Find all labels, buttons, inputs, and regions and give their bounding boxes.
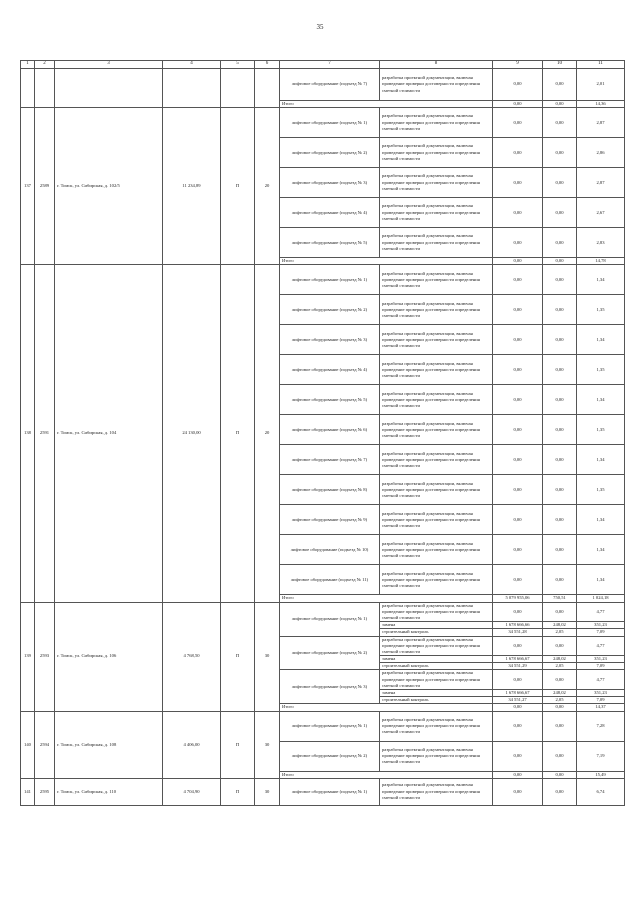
unit-value: 0,00	[543, 258, 577, 265]
unit-value: 0,00	[543, 69, 577, 101]
amount: 0,00	[493, 138, 543, 168]
object-code: 2593	[35, 602, 55, 711]
element-name: лифтовое оборудование (подъезд № 9)	[280, 505, 380, 535]
column-number-row	[21, 61, 625, 69]
unit-value: 0,00	[543, 778, 577, 805]
total-value: 2,67	[577, 198, 625, 228]
row-number: 138	[21, 265, 35, 602]
unit-value: 0,00	[543, 475, 577, 505]
unit-value: 0,00	[543, 704, 577, 711]
work-type: разработка проектной документации, включая проведение проверки достоверности определения сметной стоимости	[380, 445, 493, 475]
blank-cell	[55, 69, 163, 108]
column-6-value: 30	[255, 602, 280, 711]
row-number: 137	[21, 108, 35, 265]
total-label: Итого	[280, 771, 493, 778]
total-value: 1,34	[577, 505, 625, 535]
category: П	[221, 602, 255, 711]
element-name: лифтовое оборудование (подъезд № 1)	[280, 108, 380, 138]
table-row	[21, 108, 625, 138]
unit-value: 0,00	[543, 415, 577, 445]
unit-value: 0,00	[543, 636, 577, 656]
col-4-header: 4	[163, 61, 221, 69]
unit-value: 0,00	[543, 168, 577, 198]
amount: 0,00	[493, 355, 543, 385]
amount: 34 551,27	[493, 697, 543, 704]
row-number: 139	[21, 602, 35, 711]
object-code: 2591	[35, 265, 55, 602]
unit-value: 0,00	[543, 228, 577, 258]
unit-value: 0,00	[543, 535, 577, 565]
address: г. Томск, ул. Сибирская, д. 108	[55, 711, 163, 778]
unit-value: 0,00	[543, 108, 577, 138]
col-9-header: 9	[493, 61, 543, 69]
table-row	[21, 778, 625, 805]
unit-value: 750,51	[543, 595, 577, 602]
amount: 1 678 666,67	[493, 690, 543, 697]
col-2-header: 2	[35, 61, 55, 69]
element-name: лифтовое оборудование (подъезд № 3)	[280, 168, 380, 198]
work-type: разработка проектной документации, включая проведение проверки достоверности определения сметной стоимости	[380, 741, 493, 771]
element-name: лифтовое оборудование (подъезд № 5)	[280, 228, 380, 258]
area: 4 768,50	[163, 602, 221, 711]
work-type: разработка проектной документации, включая проведение проверки достоверности определения сметной стоимости	[380, 778, 493, 805]
col-1-header: 1	[21, 61, 35, 69]
amount: 0,00	[493, 565, 543, 595]
blank-cell	[255, 69, 280, 108]
total-value: 2,01	[577, 69, 625, 101]
unit-value: 248,02	[543, 690, 577, 697]
table-row	[21, 711, 625, 741]
element-name: лифтовое оборудование (подъезд № 2)	[280, 295, 380, 325]
work-type: разработка проектной документации, включая проведение проверки достоверности определения сметной стоимости	[380, 138, 493, 168]
total-value: 7,19	[577, 741, 625, 771]
total-value: 351,23	[577, 656, 625, 663]
total-value: 1,35	[577, 355, 625, 385]
amount: 0,00	[493, 778, 543, 805]
work-type: строительный контроль	[380, 697, 493, 704]
row-number: 141	[21, 778, 35, 805]
blank-cell	[21, 69, 35, 108]
element-name: лифтовое оборудование (подъезд № 11)	[280, 565, 380, 595]
unit-value: 0,00	[543, 741, 577, 771]
element-name: лифтовое оборудование (подъезд № 1)	[280, 778, 380, 805]
work-type: разработка проектной документации, включая проведение проверки достоверности определения сметной стоимости	[380, 636, 493, 656]
work-type: разработка проектной документации, включая проведение проверки достоверности определения сметной стоимости	[380, 228, 493, 258]
unit-value: 2,05	[543, 697, 577, 704]
work-type: строительный контроль	[380, 629, 493, 636]
unit-value: 0,00	[543, 355, 577, 385]
total-value: 1,34	[577, 535, 625, 565]
col-11-header: 11	[577, 61, 625, 69]
column-6-value: 20	[255, 108, 280, 265]
work-type: разработка проектной документации, включая проведение проверки достоверности определения сметной стоимости	[380, 475, 493, 505]
work-type: замена	[380, 622, 493, 629]
work-type: разработка проектной документации, включая проведение проверки достоверности определения сметной стоимости	[380, 69, 493, 101]
total-value: 6,74	[577, 778, 625, 805]
total-value: 7,09	[577, 629, 625, 636]
total-label: Итого	[280, 704, 493, 711]
total-value: 1,35	[577, 295, 625, 325]
amount: 0,00	[493, 228, 543, 258]
work-type: разработка проектной документации, включая проведение проверки достоверности определения сметной стоимости	[380, 535, 493, 565]
amount: 0,00	[493, 295, 543, 325]
total-value: 2,87	[577, 108, 625, 138]
col-8-header: 8	[380, 61, 493, 69]
unit-value: 0,00	[543, 771, 577, 778]
total-value: 14,78	[577, 258, 625, 265]
table-row	[21, 265, 625, 295]
unit-value: 0,00	[543, 711, 577, 741]
total-value: 1,34	[577, 385, 625, 415]
total-value: 351,23	[577, 622, 625, 629]
table-row	[21, 69, 625, 101]
unit-value: 0,00	[543, 385, 577, 415]
total-value: 4,77	[577, 602, 625, 622]
work-type: разработка проектной документации, включая проведение проверки достоверности определения сметной стоимости	[380, 325, 493, 355]
category: П	[221, 711, 255, 778]
unit-value: 0,00	[543, 265, 577, 295]
element-name: лифтовое оборудование (подъезд № 7)	[280, 69, 380, 101]
total-value: 1,35	[577, 415, 625, 445]
table-row	[21, 602, 625, 622]
work-type: разработка проектной документации, включая проведение проверки достоверности определения сметной стоимости	[380, 355, 493, 385]
page-number: 35	[316, 23, 324, 31]
amount: 34 551,29	[493, 663, 543, 670]
work-type: разработка проектной документации, включая проведение проверки достоверности определения сметной стоимости	[380, 168, 493, 198]
element-name: лифтовое оборудование (подъезд № 2)	[280, 138, 380, 168]
total-label: Итого	[280, 101, 493, 108]
work-type: разработка проектной документации, включая проведение проверки достоверности определения сметной стоимости	[380, 602, 493, 622]
element-name: лифтовое оборудование (подъезд № 4)	[280, 355, 380, 385]
total-value: 4,77	[577, 636, 625, 656]
area: 11 234,89	[163, 108, 221, 265]
total-value: 2,87	[577, 168, 625, 198]
total-value: 14,37	[577, 704, 625, 711]
work-type: разработка проектной документации, включая проведение проверки достоверности определения сметной стоимости	[380, 505, 493, 535]
col-6-header: 6	[255, 61, 280, 69]
unit-value: 2,05	[543, 663, 577, 670]
amount: 0,00	[493, 535, 543, 565]
category: П	[221, 265, 255, 602]
column-6-value: 30	[255, 711, 280, 778]
object-code: 2595	[35, 778, 55, 805]
col-3-header: 3	[55, 61, 163, 69]
unit-value: 2,05	[543, 629, 577, 636]
work-type: разработка проектной документации, включая проведение проверки достоверности определения сметной стоимости	[380, 385, 493, 415]
work-type: разработка проектной документации, включая проведение проверки достоверности определения сметной стоимости	[380, 670, 493, 690]
amount: 0,00	[493, 385, 543, 415]
amount: 0,00	[493, 602, 543, 622]
amount: 0,00	[493, 670, 543, 690]
blank-cell	[221, 69, 255, 108]
element-name: лифтовое оборудование (подъезд № 1)	[280, 602, 380, 636]
total-value: 7,09	[577, 697, 625, 704]
unit-value: 0,00	[543, 602, 577, 622]
amount: 0,00	[493, 771, 543, 778]
blank-cell	[35, 69, 55, 108]
address: г. Томск, ул. Сибирская, д. 106	[55, 602, 163, 711]
total-value: 1,34	[577, 325, 625, 355]
total-value: 1,34	[577, 445, 625, 475]
area: 24 130,00	[163, 265, 221, 602]
amount: 0,00	[493, 636, 543, 656]
work-type: разработка проектной документации, включая проведение проверки достоверности определения сметной стоимости	[380, 415, 493, 445]
amount: 0,00	[493, 198, 543, 228]
amount: 0,00	[493, 265, 543, 295]
element-name: лифтовое оборудование (подъезд № 1)	[280, 711, 380, 741]
unit-value: 248,02	[543, 656, 577, 663]
total-value: 1,35	[577, 475, 625, 505]
address: г. Томск, ул. Сибирская, д. 110	[55, 778, 163, 805]
total-value: 7,28	[577, 711, 625, 741]
repair-schedule-table	[20, 60, 625, 806]
work-type: разработка проектной документации, включая проведение проверки достоверности определения сметной стоимости	[380, 711, 493, 741]
element-name: лифтовое оборудование (подъезд № 3)	[280, 325, 380, 355]
amount: 5 079 955,06	[493, 595, 543, 602]
amount: 1 678 666,66	[493, 622, 543, 629]
unit-value: 0,00	[543, 295, 577, 325]
amount: 0,00	[493, 704, 543, 711]
total-label: Итого	[280, 258, 493, 265]
element-name: лифтовое оборудование (подъезд № 2)	[280, 636, 380, 670]
unit-value: 0,00	[543, 445, 577, 475]
element-name: лифтовое оборудование (подъезд № 7)	[280, 445, 380, 475]
amount: 0,00	[493, 505, 543, 535]
area: 4 406,00	[163, 711, 221, 778]
element-name: лифтовое оборудование (подъезд № 2)	[280, 741, 380, 771]
amount: 0,00	[493, 711, 543, 741]
row-number: 140	[21, 711, 35, 778]
work-type: замена	[380, 690, 493, 697]
col-10-header: 10	[543, 61, 577, 69]
unit-value: 0,00	[543, 505, 577, 535]
element-name: лифтовое оборудование (подъезд № 1)	[280, 265, 380, 295]
address: г. Томск, ул. Сибирская, д. 102/5	[55, 108, 163, 265]
blank-cell	[163, 69, 221, 108]
total-value: 1,34	[577, 265, 625, 295]
category: П	[221, 108, 255, 265]
unit-value: 0,00	[543, 198, 577, 228]
total-value: 15,49	[577, 771, 625, 778]
amount: 0,00	[493, 101, 543, 108]
amount: 0,00	[493, 258, 543, 265]
address: г. Томск, ул. Сибирская, д. 104	[55, 265, 163, 602]
object-code: 2589	[35, 108, 55, 265]
total-value: 351,23	[577, 690, 625, 697]
element-name: лифтовое оборудование (подъезд № 5)	[280, 385, 380, 415]
total-value: 4,77	[577, 670, 625, 690]
unit-value: 0,00	[543, 670, 577, 690]
unit-value: 0,00	[543, 565, 577, 595]
amount: 0,00	[493, 415, 543, 445]
category: П	[221, 778, 255, 805]
total-value: 1 024,18	[577, 595, 625, 602]
work-type: разработка проектной документации, включая проведение проверки достоверности определения сметной стоимости	[380, 108, 493, 138]
total-value: 1,34	[577, 565, 625, 595]
work-type: разработка проектной документации, включая проведение проверки достоверности определения сметной стоимости	[380, 198, 493, 228]
amount: 1 678 666,67	[493, 656, 543, 663]
element-name: лифтовое оборудование (подъезд № 3)	[280, 670, 380, 704]
element-name: лифтовое оборудование (подъезд № 10)	[280, 535, 380, 565]
total-value: 2,86	[577, 138, 625, 168]
column-6-value: 30	[255, 778, 280, 805]
total-value: 14,36	[577, 101, 625, 108]
amount: 0,00	[493, 445, 543, 475]
work-type: строительный контроль	[380, 663, 493, 670]
amount: 0,00	[493, 741, 543, 771]
element-name: лифтовое оборудование (подъезд № 4)	[280, 198, 380, 228]
column-6-value: 20	[255, 265, 280, 602]
work-type: разработка проектной документации, включая проведение проверки достоверности определения сметной стоимости	[380, 265, 493, 295]
amount: 0,00	[493, 168, 543, 198]
col-7-header: 7	[280, 61, 380, 69]
col-5-header: 5	[221, 61, 255, 69]
area: 4 704,90	[163, 778, 221, 805]
object-code: 2594	[35, 711, 55, 778]
total-value: 2,83	[577, 228, 625, 258]
unit-value: 0,00	[543, 101, 577, 108]
total-value: 7,09	[577, 663, 625, 670]
unit-value: 0,00	[543, 138, 577, 168]
unit-value: 0,00	[543, 325, 577, 355]
amount: 0,00	[493, 108, 543, 138]
amount: 34 551,28	[493, 629, 543, 636]
amount: 0,00	[493, 325, 543, 355]
work-type: разработка проектной документации, включая проведение проверки достоверности определения сметной стоимости	[380, 295, 493, 325]
element-name: лифтовое оборудование (подъезд № 6)	[280, 415, 380, 445]
total-label: Итого	[280, 595, 493, 602]
element-name: лифтовое оборудование (подъезд № 8)	[280, 475, 380, 505]
work-type: разработка проектной документации, включая проведение проверки достоверности определения сметной стоимости	[380, 565, 493, 595]
amount: 0,00	[493, 475, 543, 505]
unit-value: 248,02	[543, 622, 577, 629]
work-type: замена	[380, 656, 493, 663]
amount: 0,00	[493, 69, 543, 101]
